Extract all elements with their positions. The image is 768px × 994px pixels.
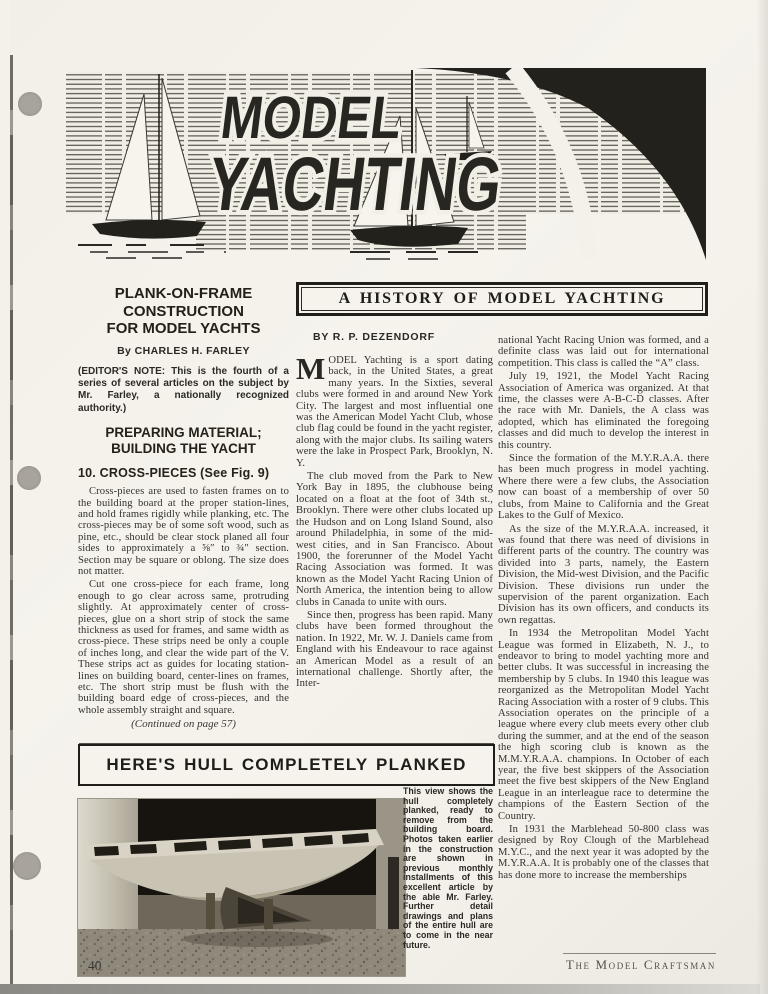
binding-crease [10,55,13,985]
history-column-1 [296,355,493,739]
hull-photo-caption: This view shows the hull completely planked, ready to remove from the building board. Photos taken earlier in the construction are shown in previous monthly installments of this excellent article by the able Mr. Farley. Further detail drawings and plans of the entire hull are to come in the near future. [403,786,493,950]
drop-cap: M [296,355,326,386]
svg-text:MODEL: MODEL [217,83,443,151]
history-paragraph: As the size of the M.Y.R.A.A. increased, it was found that there was need of divisions in different parts of the country. The country was divided into 3 parts, namely, the Eastern Division, the Mid-west Division, and the Pacific Division. These divisions run under the supervision of the parent organization. Each Division has its own officers, and conducts its own regattas. [498,523,709,626]
history-paragraph: July 19, 1921, the Model Yacht Racing Association of America was organized. At that time, the classes were A-B-C-D classes. After the race with Mr. Daniels, the A class was adopted, which has eliminated the foregoing classes and did much to develop the interest in this country. [498,371,709,451]
plank-article-title: PLANK-ON-FRAME CONSTRUCTION FOR MODEL YACHTS [106,285,261,337]
editors-note: (EDITOR'S NOTE: This is the fourth of a series of several articles on the subject by Mr. Farley, a nationally recognized authority.) [78,365,289,414]
section-head-cross-pieces: 10. CROSS-PIECES (See Fig. 9) [78,466,270,481]
history-article-byline: BY R. P. DEZENDORF [313,331,435,343]
plank-article [78,285,289,743]
scan-bottom-shadow [0,984,760,994]
history-paragraph: In 1934 the Metropolitan Model Yacht League was formed in Elizabeth, N. J., to endeavor to bring to model yachting more and better clubs. It was successful in increasing the membership by 5 clubs. In 1940 this league was reorganized as the Metropolitan Model Yacht Racing Association with a roster of 9 clubs. This Association operates on the principle of a league where every club meets every other club during the summer, and at the end of the season the high scoring club is known as the M.M.Y.R.A.A. champions. In October of each year, the five best skippers of the Association meet the five best skippers of the New England League in an interleague race to determine the champions of the Eastern Section of the Country. [498,628,709,822]
page-number: 40 [88,958,102,973]
scan-right-shade [756,0,768,994]
punch-hole-middle [17,466,41,490]
punch-hole-bottom [13,852,41,880]
svg-text:YACHTING: YACHTING [203,142,605,227]
history-title-box [296,282,708,316]
plank-paragraph: Cut one cross-piece for each frame, long enough to go clear across same, protruding slightly. At approximately center of cross-pieces, glue on a short strip of stock the same thickness as used for frames, and same width as cross-piece. These strips need be only a couple of inches long, and clear the wide part of the V. These strips act as guides for locating station-lines on building board, center-lines on frames, etc. The short strip must be flush with the building board edge of cross-pieces, and the whole assembly straight and square. [78,579,289,716]
history-paragraph: MODEL Yachting is a sport dating back, in the United States, a great many years. In the Sixties, several clubs were formed in and around New York City. The largest and most influential one was the American Model Yacht Club, whose club flag could be found in the yacht register, along with the major clubs. Its sailing waters were the lake in Prospect Park, Brooklyn, N. Y. [296,355,493,469]
photo-post [388,857,399,935]
plank-article-subhead: PREPARING MATERIAL; BUILDING THE YACHT [105,425,262,457]
continued-note: (Continued on page 57) [131,718,236,731]
masthead-illustration [66,68,706,266]
paper-left-edge [0,0,10,994]
history-paragraph: Since then, progress has been rapid. Many clubs have been formed throughout the nation. In 1922, Mr. W. J. Daniels came from England with his Endeavour to race against an American Model as a result of an international challenge. Shortly after, the Inter- [296,609,493,690]
footer-rule [563,953,716,954]
masthead-title-line1 [217,83,443,151]
hull-photo [78,799,405,976]
history-paragraph: The club moved from the Park to New York Bay in 1895, the clubhouse being located on a float at the foot of 34th st., Brooklyn. There were other clubs located up the Hudson and on Long Island Sound, also around Philadelphia, in some of the mid-west cities, and in San Francisco. About 1900, the forerunner of the Model Yacht Racing Association was formed. It was known as the Model Yacht Racing Union of North America, the intention being to allow clubs in Canada to unite with ours. [296,471,493,608]
hull-feature-title: HERE'S HULL COMPLETELY PLANKED [106,755,467,774]
plank-article-byline: By CHARLES H. FARLEY [117,344,250,357]
history-article-title: A HISTORY OF MODEL YACHTING [338,290,666,307]
plank-paragraph: Cross-pieces are used to fasten frames on to the building board at the proper station-lines, and hold frames rigidly while planking, etc. The cross-pieces may be of some soft wood, such as pine, etc., should be clear stock planed all four sides to approximately a ⅝″ to ¾″ section. Section may be square or oblong. The size does not matter. [78,486,289,577]
history-paragraph: Since the formation of the M.Y.R.A.A. there has been much progress in model yachting. Where there were a few clubs, the Association now can boast of a membership of over 50 clubs, from Maine to California and the Great Lakes to the Gulf of Mexico. [498,453,709,522]
history-paragraph: national Yacht Racing Union was formed, and a definite class was laid out for international competition. This class is called the “A” class. [498,335,709,369]
history-paragraph: In 1931 the Marblehead 50-800 class was designed by Roy Clough of the Marblehead M.Y.C., and the next year it was adopted by the M.Y.R.A.A. It is probably one of the classes that has done more to increase the memberships [498,824,709,881]
masthead-title-line2 [203,142,605,227]
history-column-2 [498,335,709,959]
journal-name: The Model Craftsman [565,957,716,972]
punch-hole-top [18,92,42,116]
hull-feature-title-box [78,744,495,786]
